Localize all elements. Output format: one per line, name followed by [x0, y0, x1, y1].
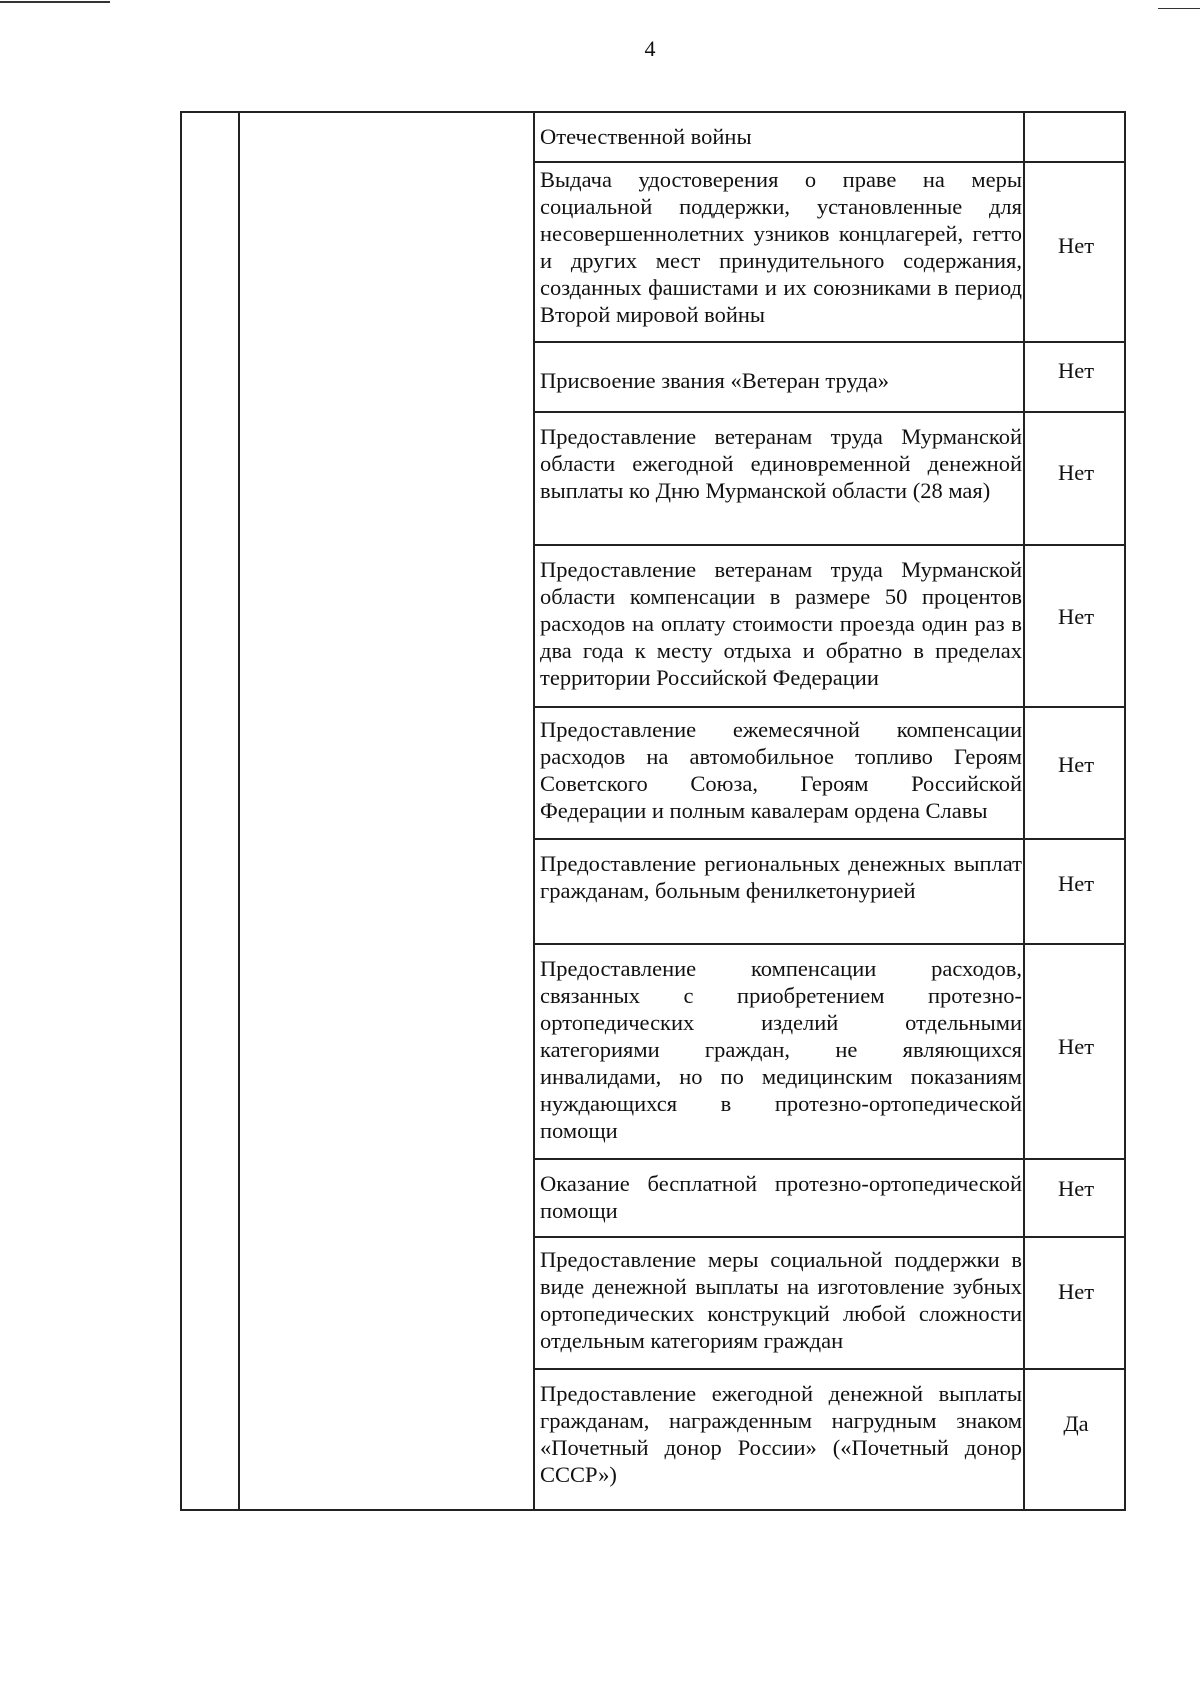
table-row [533, 161, 1124, 341]
column-divider [238, 113, 240, 1509]
service-description: Предоставление ежемесячной компенсации расходов на автомобильное топливо Героям Советского Союза, Героям Российской Федерации и полным кавалерам ордена Славы [540, 717, 1022, 823]
table-row [533, 113, 1124, 161]
service-description: Присвоение звания «Ветеран труда» [540, 368, 890, 393]
service-description: Предоставление ежегодной денежной выплаты гражданам, награжденным нагрудным знаком «Почетный донор России» («Почетный донор СССР») [540, 1381, 1022, 1487]
service-description: Предоставление региональных денежных выплат гражданам, больным фенилкетонурией [540, 851, 1022, 903]
table-row [533, 1236, 1124, 1368]
service-description: Предоставление меры социальной поддержки в виде денежной выплаты на изготовление зубных ортопедических конструкций любой сложности отдельным категориям граждан [540, 1247, 1022, 1353]
table-row [533, 706, 1124, 838]
table-row [533, 411, 1124, 544]
service-answer: Нет [1057, 1034, 1095, 1059]
service-description: Предоставление ветеранам труда Мурманской области ежегодной единовременной денежной выплаты ко Дню Мурманской области (28 мая) [540, 424, 1022, 503]
table-row [533, 1368, 1124, 1511]
service-answer: Нет [1057, 1279, 1095, 1304]
service-answer: Нет [1057, 460, 1095, 485]
services-table [180, 111, 1126, 1511]
service-answer: Нет [1057, 604, 1095, 629]
service-answer: Нет [1057, 1176, 1095, 1201]
top-right-rule [1158, 8, 1200, 9]
table-row [533, 943, 1124, 1158]
service-answer: Нет [1057, 752, 1095, 777]
service-answer: Нет [1057, 233, 1095, 258]
service-answer: Нет [1057, 871, 1095, 896]
table-row [533, 341, 1124, 411]
service-description: Предоставление компенсации расходов, связанных с приобретением протезно-ортопедических изделий отдельными категориями граждан, не являющихся инвалидами, но по медицинским показаниям нуждающихся в протезно-ортопедической помощи [540, 956, 1022, 1143]
top-left-rule [0, 1, 110, 3]
table-row [533, 838, 1124, 943]
table-row [533, 1158, 1124, 1236]
service-description: Отечественной войны [540, 124, 752, 149]
service-description: Оказание бесплатной протезно-ортопедической помощи [540, 1171, 1022, 1223]
service-description: Предоставление ветеранам труда Мурманской области компенсации в размере 50 процентов расходов на оплату стоимости проезда один раз в два года к месту отдыха и обратно в пределах территории Российской Федерации [540, 557, 1022, 690]
table-row [533, 544, 1124, 706]
service-description: Выдача удостоверения о праве на меры социальной поддержки, установленные для несовершеннолетних узников концлагерей, гетто и других мест принудительного содержания, созданных фашистами и их союзниками в период Второй мировой войны [540, 167, 1022, 327]
service-answer: Да [1063, 1411, 1089, 1436]
page-number: 4 [644, 36, 656, 61]
service-answer: Нет [1057, 358, 1095, 383]
